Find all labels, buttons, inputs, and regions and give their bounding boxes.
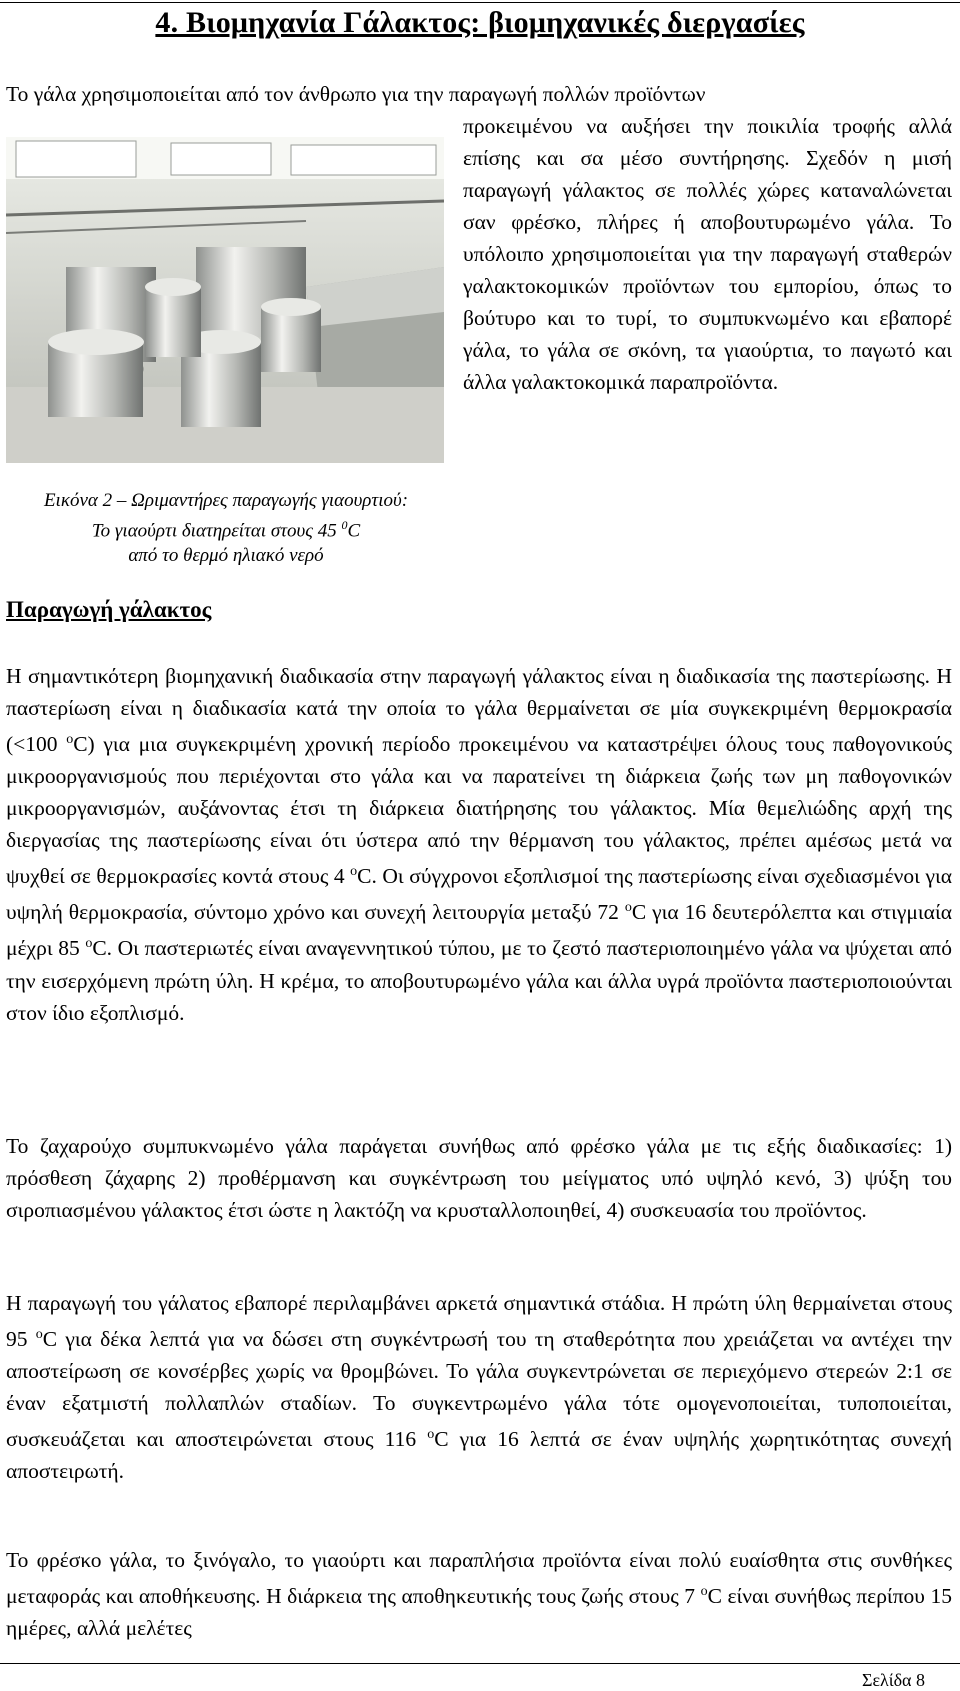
caption-line-1: Εικόνα 2 – Ωριμαντήρες παραγωγής γιαουρτιού: xyxy=(43,490,409,511)
caption-line-2-text: Το γιαούρτι διατηρείται στους 45 xyxy=(91,520,337,542)
degree-sup: o xyxy=(66,732,74,747)
p1-text-6: C για 16 δευτερόλεπτα και στιγμιαία μέχρι 85 xyxy=(6,900,952,961)
page-number: Σελίδα 8 xyxy=(861,1670,925,1690)
caption-superscript: 0 xyxy=(341,518,348,532)
p1-text-2: C) για μια συγκεκριμένη χρονική περίοδο προκειμένου να καταστρέψει όλους τους παθογονικούς μικροοργανισμούς που περιέχονται στο γάλα και να παρατείνει τη διάρκεια ζωής των μη παθογονικών μικροοργανισμών, αυξάνοντας έτσι τη διάρκεια διατήρησης του γάλακτος. Μία θεμελιώδης αρχή της διεργασίας της παστερίωσης είναι ότι ύστερα από την θέρμανση του γάλακτος, πρέπει αμέσως μετά να ψυχθεί σε θερμοκρασίες κοντά στους 4 xyxy=(6,732,952,889)
degree-sup: o xyxy=(427,1427,435,1443)
p1-text-8: C. Οι παστεριωτές είναι αναγεννητικού τύπου, με το ζεστό παστεριοποιημένο γάλα να ψύχεται από την εισερχόμενη πρώτη ύλη. Η κρέμα, το αποβουτυρωμένο γάλα και άλλα υγρά προϊόντα παστεριοποιούνται στον ίδιο εξοπλισμό. xyxy=(6,936,952,1025)
paragraph-evaporated-milk xyxy=(6,1287,952,1487)
caption-line-2 xyxy=(6,513,446,543)
page-title: 4. Βιομηχανία Γάλακτος: βιομηχανικές διεργασίες xyxy=(155,6,805,39)
p4-text-2: C είναι συνήθως περίπου 15 ημέρες, αλλά μελέτες xyxy=(6,1584,952,1641)
degree-sup: o xyxy=(624,900,632,916)
paragraph-fresh-milk xyxy=(6,1544,952,1644)
p3-text-4: C για 16 λεπτά σε έναν υψηλής χωρητικότητας συνεχή αποστειρωτή. xyxy=(6,1427,952,1484)
intro-paragraph: προκειμένου να αυξήσει την ποικιλία τροφής αλλά επίσης και σα μέσο συντήρησης. Σχεδόν η μισή παραγωγή γάλακτος σε πολλές χώρες καταναλώνεται σαν φρέσκο, πλήρες ή αποβουτυρωμένο γάλα. Το υπόλοιπο χρησιμοποιείται για την παραγωγή σταθερών γαλακτοκομικών προϊόντων του εμπορίου, όπως το βούτυρο και το τυρί, το συμπυκνωμένο και εβαπορέ γάλα, το γάλα σε σκόνη, τα γιαούρτια, το παγωτό και άλλα γαλακτοκομικά παραπροϊόντα. xyxy=(463,114,952,394)
p3-text-2: C για δέκα λεπτά για να δώσει στη συγκέντρωσή του τη σταθερότητα που χρειάζεται να αντέχει την αποστείρωση σε κονσέρβες χωρίς να θρομβώνει. Το γάλα συγκεντρώνεται σε περιεχόμενο στερεών 2:1 σε έναν εξατμιστή πολλαπλών σταδίων. Το συγκεντρωμένο γάλα τότε ομογενοποιείται, τυποποιείται, συσκευάζεται και αποστειρώνεται στους 116 xyxy=(6,1327,953,1452)
intro-first-line: Το γάλα χρησιμοποιείται από τον άνθρωπο για την παραγωγή πολλών προϊόντων xyxy=(6,82,706,106)
footer-rule xyxy=(0,1663,960,1664)
paragraph-pasteurization xyxy=(6,660,952,1029)
figure-caption xyxy=(6,488,446,568)
p1-text-4: C. Οι σύγχρονοι εξοπλισμοί της παστερίωσης είναι σχεδιασμένοι για υψηλή θερμοκρασία, σύντομο χρόνο και συνεχή λειτουργία μεταξύ 72 xyxy=(6,864,953,925)
caption-line-2-unit: C xyxy=(347,520,361,542)
top-rule xyxy=(0,2,960,3)
section-heading: Παραγωγή γάλακτος xyxy=(6,597,212,622)
p3-text-0: Η παραγωγή του γάλατος εβαπορέ περιλαμβάνει αρκετά σημαντικά στάδια. Η πρώτη ύλη θερμαίνεται στους 95 xyxy=(6,1291,952,1352)
caption-line-3: από το θερμό ηλιακό νερό xyxy=(128,545,324,567)
degree-sup: o xyxy=(700,1584,708,1599)
paragraph-condensed-milk: Το ζαχαρούχο συμπυκνωμένο γάλα παράγεται συνήθως από φρέσκο γάλα με τις εξής διαδικασίες: 1) πρόσθεση ζάχαρης 2) προθέρμανση και συγκέντρωση του μείγματος υπό υψηλό κενό, 3) ψύξη του σιροπιασμένου γάλακτος έτσι ώστε η λακτόζη να κρυσταλλοποιηθεί, 4) συσκευασία του προϊόντος. xyxy=(6,1134,952,1222)
p4-text-0: Το φρέσκο γάλα, το ξινόγαλο, το γιαούρτι και παραπλήσια προϊόντα είναι πολύ ευαίσθητα στις συνθήκες μεταφοράς και αποθήκευσης. Η διάρκεια της αποθηκευτικής τους ζωής στους 7 xyxy=(6,1548,952,1609)
p1-text-0: Η σημαντικότερη βιομηχανική διαδικασία στην παραγωγή γάλακτος είναι η διαδικασία της παστερίωσης. Η παστερίωση είναι η διαδικασία κατά την οποία το γάλα θερμαίνεται σε μία συγκεκριμένη θερμοκρασία (<100 xyxy=(6,664,952,757)
degree-sup: o xyxy=(350,864,358,880)
dairy-plant-photo xyxy=(6,137,444,463)
degree-sup: o xyxy=(85,936,93,952)
degree-sup: o xyxy=(35,1327,43,1342)
